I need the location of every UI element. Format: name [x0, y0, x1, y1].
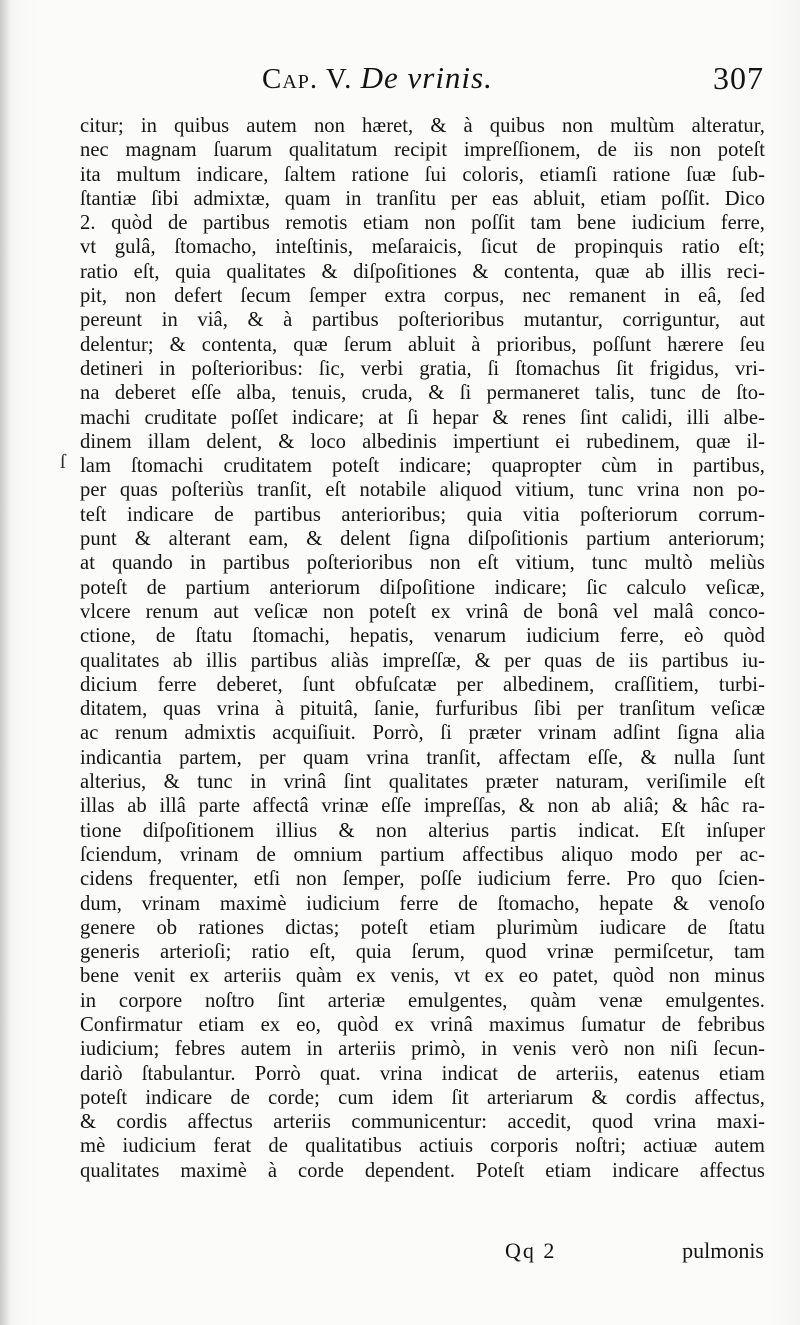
text-line: ſtantiæ ſibi admixtæ, quam in tranſitu per eas abluit, etiam poſſit. Dico [80, 187, 765, 210]
text-line: detineri in poſterioribus: ſic, verbi gratia, ſi ſtomachus ſit frigidus, vri- [80, 357, 765, 380]
text-line: & cordis affectus arteriis communicentur: accedit, quod vrina maxi- [80, 1111, 765, 1134]
text-line: iudicium; febres autem in arteriis primò, in venis verò non niſi ſecun- [80, 1038, 765, 1061]
text-line: nec magnam ſuarum qualitatum recipit impreſſionem, de iis non poteſt [80, 139, 765, 162]
text-line: ctione, de ſtatu ſtomachi, hepatis, venarum iudicium ferre, eò quòd [80, 625, 765, 648]
text-line: genere ob rationes dictas; poteſt etiam plurimùm iudicare de ſtatu [80, 916, 765, 939]
text-line: illas ab illâ parte affectâ vrinæ eſſe impreſſas, & non ab aliâ; & hâc ra- [80, 795, 765, 818]
text-line: dum, vrinam maximè iudicium ferre de ſtomacho, hepate & venoſo [80, 892, 765, 915]
running-head [0, 58, 800, 106]
chapter-title: De vrinis. [360, 60, 493, 95]
body-text [80, 114, 765, 1207]
signature-mark: Qq 2 [505, 1238, 557, 1263]
text-line: tione diſpoſitionem illius & non alterius partis indicat. Eſt inſuper [80, 819, 765, 842]
text-line: pit, non defert ſecum ſemper extra corpus, nec remanent in eâ, ſed [80, 285, 765, 308]
text-line: alterius, & tunc in vrinâ ſint qualitates præter naturam, veriſimile eſt [80, 771, 765, 794]
text-line [80, 1183, 765, 1207]
text-line: ita multum indicare, ſaltem ratione ſui coloris, etiamſi ratione ſuæ ſub- [80, 163, 765, 186]
page-number: 307 [713, 60, 764, 96]
text-line: lam ſtomachi cruditatem poteſt indicare; quapropter cùm in partibus, [80, 455, 765, 478]
text-line: pereunt in viâ, & à partibus poſterioribus mutantur, corriguntur, aut [80, 309, 765, 332]
text-line: poteſt indicare de corde; cum idem ſit arteriarum & cordis affectus, [80, 1086, 765, 1109]
text-line: per quas poſteriùs tranſit, eſt notabile aliquod vitium, tunc vrina non po- [80, 479, 765, 502]
text-line: citur; in quibus autem non hæret, & à quibus non multùm alteratur, [80, 115, 765, 137]
text-line: bene venit ex arteriis quàm ex venis, vt ex eo patet, quòd non minus [80, 965, 765, 988]
text-line: vlcere renum aut veſicæ non poteſt ex vrinâ de bonâ vel malâ conco- [80, 600, 765, 623]
text-line: vt gulâ, ſtomacho, inteſtinis, meſaraicis, ſicut de propinquis ratio eſt; [80, 236, 765, 259]
text-line: teſt indicare de partibus anterioribus; quia vitia poſteriorum corrum- [80, 503, 765, 526]
text-line: dinem illam delent, & loco albedinis impertiunt ei rubedinem, quæ il- [80, 430, 765, 453]
page-footer [0, 1238, 800, 1278]
chapter-heading [262, 60, 493, 96]
text-line: mè iudicium ferat de qualitatibus actiuis corporis noſtri; actiuæ autem [80, 1135, 765, 1158]
text-line: indicantia partem, per quam vrina tranſit, affectam eſſe, & nulla ſunt [80, 746, 765, 769]
text-line: delentur; & contenta, quæ ſerum abluit à prioribus, poſſunt hærere ſeu [80, 333, 765, 356]
text-line: Confirmatur etiam ex eo, quòd ex vrinâ maximus ſumatur de febribus [80, 1013, 765, 1036]
text-line: ſciendum, vrinam de omnium partium affectibus aliquo modo per ac- [80, 843, 765, 866]
text-line: na deberet eſſe alba, tenuis, cruda, & ſi permaneret talis, tunc de ſto- [80, 382, 765, 405]
text-line: punt & alterant eam, & delent ſigna diſpoſitionis partium anteriorum; [80, 528, 765, 551]
margin-note: ſ [60, 451, 66, 473]
text-line: generis arterioſi; ratio eſt, quia ſerum, quod vrinæ permiſcetur, tam [80, 941, 765, 964]
chapter-label: Cap. V. [262, 63, 353, 95]
text-line: poteſt de partium anteriorum diſpoſitione indicare; ſic calculo veſicæ, [80, 576, 765, 599]
text-line: ratio eſt, quia qualitates & diſpoſitiones & contenta, quæ ab illis reci- [80, 260, 765, 283]
text-line: ac renum admixtis acquiſiuit. Porrò, ſi præter vrinam adſint ſigna alia [80, 722, 765, 745]
text-line: at quando in partibus poſterioribus non eſt vitium, tunc multò meliùs [80, 552, 765, 575]
text-line: in corpore noſtro ſint arteriæ emulgentes, quàm venæ emulgentes. [80, 989, 765, 1012]
text-line: ditatem, quas vrina à pituitâ, ſanie, furfuribus ſibi per tranſitum veſicæ [80, 698, 765, 721]
text-line: 2. quòd de partibus remotis etiam non poſſit tam bene iudicium ferre, [80, 212, 765, 235]
text-line: dicium ferre deberet, ſunt obfuſcatæ per albedinem, craſſitiem, turbi- [80, 673, 765, 696]
catchword: pulmonis [682, 1238, 764, 1263]
text-line: qualitates maximè à corde dependent. Poteſt etiam indicare affectus [80, 1159, 765, 1182]
text-line: cidens frequenter, etſi non ſemper, poſſe iudicium ferre. Pro quo ſcien- [80, 868, 765, 891]
text-line: machi cruditate poſſet indicare; at ſi hepar & renes ſint calidi, illi albe- [80, 406, 765, 429]
text-line: qualitates ab illis partibus aliàs impreſſæ, & per quas de iis partibus iu- [80, 649, 765, 672]
text-line: dariò ſtabulantur. Porrò quat. vrina indicat de arteriis, eatenus etiam [80, 1062, 765, 1085]
